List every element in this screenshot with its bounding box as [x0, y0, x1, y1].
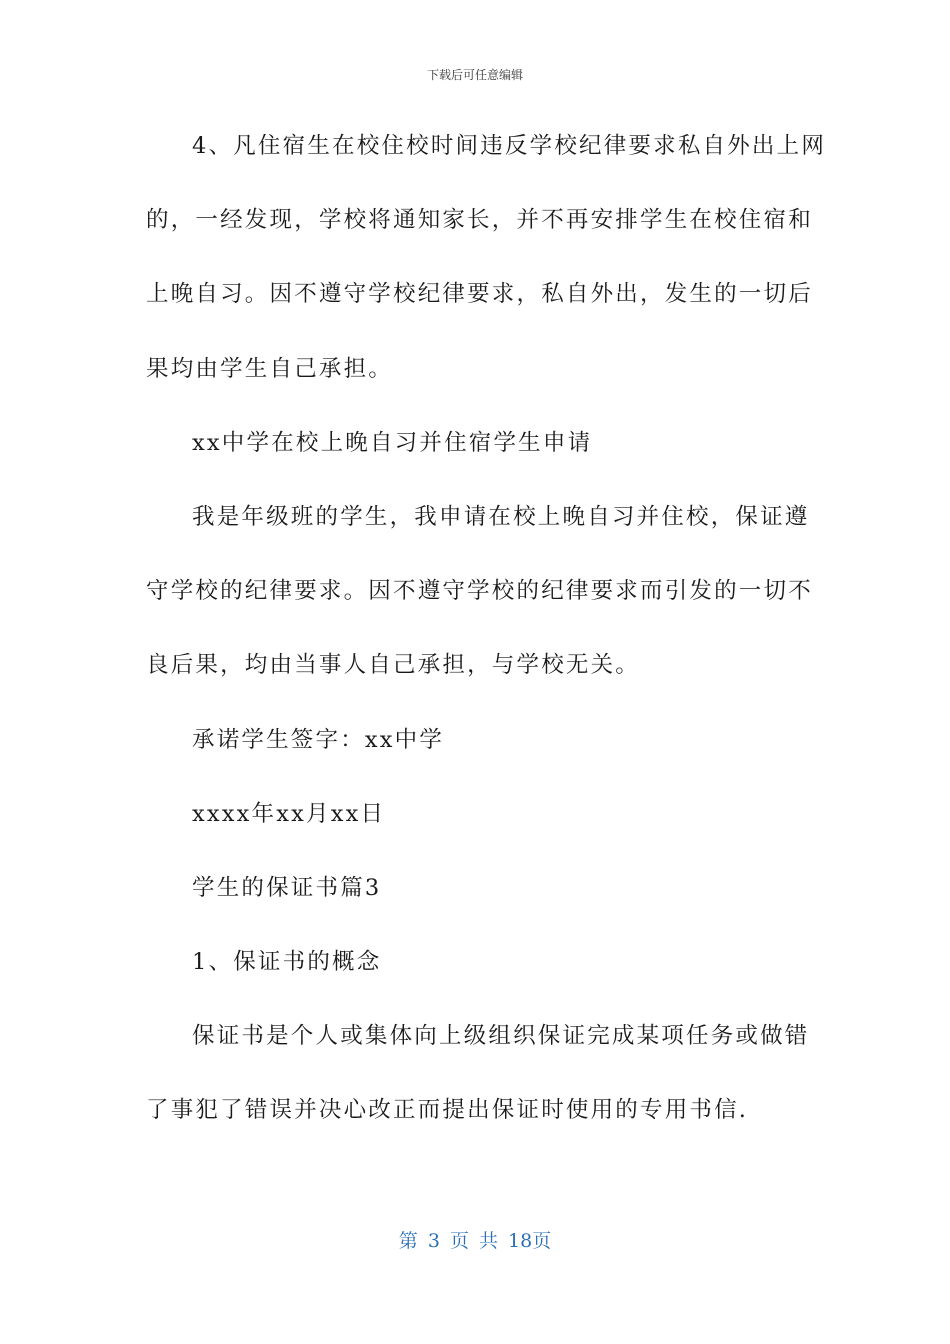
paragraph-line: 保证书是个人或集体向上级组织保证完成某项任务或做错	[192, 1023, 810, 1050]
paragraph-line: 我是年级班的学生，我申请在校上晚自习并住校，保证遵	[192, 503, 810, 530]
section-heading: xx中学在校上晚自习并住宿学生申请	[192, 429, 593, 456]
paragraph-line: 果均由学生自己承担。	[146, 355, 394, 382]
paragraph-line: 4、凡住宿生在校住校时间违反学校纪律要求私自外出上网	[192, 133, 827, 159]
paragraph-line: 守学校的纪律要求。因不遵守学校的纪律要求而引发的一切不	[146, 578, 813, 605]
paragraph-line: 良后果，均由当事人自己承担，与学校无关。	[146, 652, 641, 679]
paragraph-line: 上晚自习。因不遵守学校纪律要求，私自外出，发生的一切后	[146, 281, 813, 308]
subsection-heading: 1、保证书的概念	[192, 949, 382, 976]
paragraph-line: 的，一经发现，学校将通知家长，并不再安排学生在校住宿和	[146, 207, 813, 234]
date-line: xxxx年xx月xx日	[192, 800, 386, 827]
paragraph-line: 了事犯了错误并决心改正而提出保证时使用的专用书信.	[146, 1097, 749, 1124]
page-number-footer: 第 3 页 共 18页	[398, 1230, 552, 1252]
page-header: 下载后可任意编辑	[426, 68, 523, 82]
section-heading: 学生的保证书篇3	[192, 874, 382, 901]
signature-line: 承诺学生签字：xx中学	[192, 726, 445, 753]
document-body	[146, 126, 827, 1165]
